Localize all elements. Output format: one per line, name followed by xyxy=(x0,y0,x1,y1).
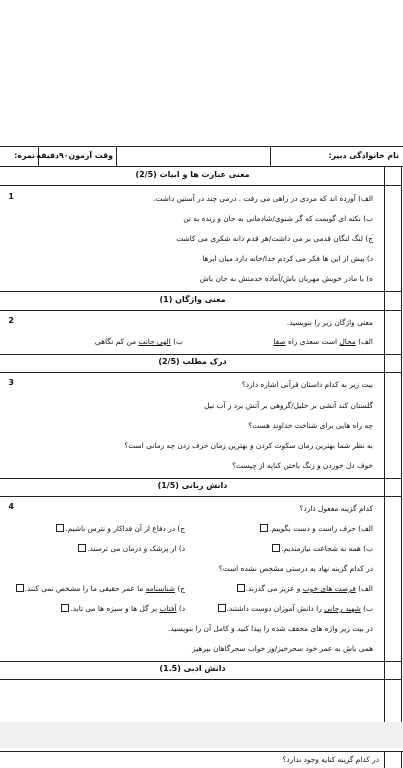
section-4-question-3: در بیت زیر واژه های مخفف شده را پیدا کنید و کامل آن را بنویسید. xyxy=(168,624,373,633)
section-3-line-3: چه راه هایی برای شناخت خداوند هست؟ xyxy=(248,421,373,430)
section-3-end-line xyxy=(0,478,402,479)
question-number-4: 4 xyxy=(8,502,14,511)
section-4-question-2: در کدام گزینه نهاد به درستی مشخص نشده است؟ xyxy=(218,564,373,573)
section-3-line-2: گلستان کند آتشی بر خلیل/گروهی بر آتش برد ز آب نیل xyxy=(204,401,373,410)
section-1-line-3: ج) لنگ لنگان قدمی بر می داشت/هر قدم دانه شکری می کاشت xyxy=(176,234,373,243)
section-1-line xyxy=(0,185,402,186)
section-1-end-line xyxy=(0,291,402,292)
right-border-line xyxy=(401,166,402,722)
score-label: نمره: xyxy=(14,151,35,160)
section-4-line xyxy=(0,496,402,497)
header-bottom-line xyxy=(0,166,403,167)
section-3-line-4: به نظر شما بهترین زمان سکوت کردن و بهترین زمان حرف زدن چه زمانی است؟ xyxy=(124,441,373,450)
page-separator xyxy=(0,722,403,748)
section-5-line xyxy=(0,679,402,680)
subject-word-c: شناسنامه xyxy=(145,584,175,593)
section-4-verse: همی باش به عمر خود سحرخیز/وز خواب سحرگاهان بپرهیز xyxy=(192,644,373,653)
section-2-line xyxy=(0,310,402,311)
page-2-right-border xyxy=(401,751,402,768)
vocab-word-safa: صفا xyxy=(273,337,286,346)
option-1-b[interactable]: ب) همه به شجاعت نیازمندیم. xyxy=(271,544,373,553)
section-3-line-1: بیت زیر به کدام داستان قرآنی اشاره دارد؟ xyxy=(241,380,373,389)
section-1-line-2: ب) نکته ای گویمت که گر شنوی/شادمانی به جان و زنده به تن xyxy=(183,214,373,223)
section-3-line-5: خوف دل خوردن و زنگ باختن کنایه از چیست؟ xyxy=(232,461,373,470)
section-4-end-line xyxy=(0,661,402,662)
section-title-5: دانش ادبی (1.5) xyxy=(159,664,226,673)
section-3-line xyxy=(0,372,402,373)
option-2-a[interactable]: الف) فرصت های خوب و عزیز می گذرند. xyxy=(236,584,373,593)
teacher-name-label: نام خانوادگی دبیر: xyxy=(328,151,399,160)
checkbox-1-c[interactable] xyxy=(56,524,64,532)
exam-page-2 xyxy=(0,748,403,768)
section-title-4: دانش زبانی (1/5) xyxy=(157,481,228,490)
question-number-2: 2 xyxy=(8,316,14,325)
exam-time-label: وقت آزمون۹۰دقیقه xyxy=(36,151,113,160)
checkbox-2-b[interactable] xyxy=(218,604,226,612)
checkbox-1-a[interactable] xyxy=(260,524,268,532)
section-2-item-a: الف) محال است سعدی راه صفا xyxy=(273,337,373,346)
section-title-2: معنی واژگان (1) xyxy=(159,295,226,304)
page-2-top-line xyxy=(0,751,403,752)
header-top-line xyxy=(0,146,403,147)
header-divider-2 xyxy=(116,146,117,166)
option-1-a[interactable]: الف) حرف راست و دست بگوییم. xyxy=(259,524,373,533)
section-2-end-line xyxy=(0,354,402,355)
option-1-c[interactable]: ج) در دفاع از آن فداکار و نترس باشیم. xyxy=(55,524,185,533)
checkbox-2-d[interactable] xyxy=(61,604,69,612)
section-1-line-1: الف) آورده اند که مردی در راهی می رفت . درمی چند در آستین داشت. xyxy=(152,194,373,203)
subject-word-d: آفتاب xyxy=(159,604,177,613)
section-1-line-5: ه) با مادر خویش مهربان باش/آماده خدمتش به جان باش xyxy=(199,274,373,283)
header-divider-3 xyxy=(270,146,271,166)
section-2-intro: معنی واژگان زیر را بنویسید. xyxy=(286,318,373,327)
option-2-b[interactable]: ب) شهید رجایی را دانش آموزان دوست داشتند. xyxy=(217,604,373,613)
option-1-d[interactable]: د) از پزشک و درمان می ترسند. xyxy=(77,544,185,553)
number-column-line xyxy=(384,166,385,722)
subject-word-b: شهید رجایی xyxy=(324,604,361,613)
page-2-number-column-line xyxy=(384,751,385,768)
checkbox-2-a[interactable] xyxy=(237,584,245,592)
section-2-item-b: ب) الهی جانب من کم نگاهی xyxy=(94,337,183,346)
question-number-3: 3 xyxy=(8,378,14,387)
checkbox-2-c[interactable] xyxy=(16,584,24,592)
section-title-1: معنی عبارت ها و ابیات (2/5) xyxy=(135,170,250,179)
section-title-3: درک مطلب (2/5) xyxy=(158,357,227,366)
vocab-word-elahi-janeb: الهی جانب xyxy=(138,337,171,346)
section-1-line-4: د) پیش از این ها فکر می کردم خدا/خانه دارد میان ابرها xyxy=(202,254,373,263)
option-2-c[interactable]: ج) شناسنامه ما عمر حقیقی ما را مشخص نمی کنند. xyxy=(15,584,185,593)
checkbox-1-d[interactable] xyxy=(78,544,86,552)
subject-word-a: فرصت های خوب xyxy=(302,584,356,593)
section-4-question-1: کدام گزینه مفعول دارد؟ xyxy=(299,504,373,513)
question-number-1: 1 xyxy=(8,192,14,201)
vocab-word-mahal: محال xyxy=(339,337,356,346)
page-2-question: در کدام گزینه کنایه وجود ندارد؟ xyxy=(282,755,379,764)
option-2-d[interactable]: د) آفتاب بر گل ها و سبزه ها می تابد. xyxy=(60,604,185,613)
checkbox-1-b[interactable] xyxy=(272,544,280,552)
